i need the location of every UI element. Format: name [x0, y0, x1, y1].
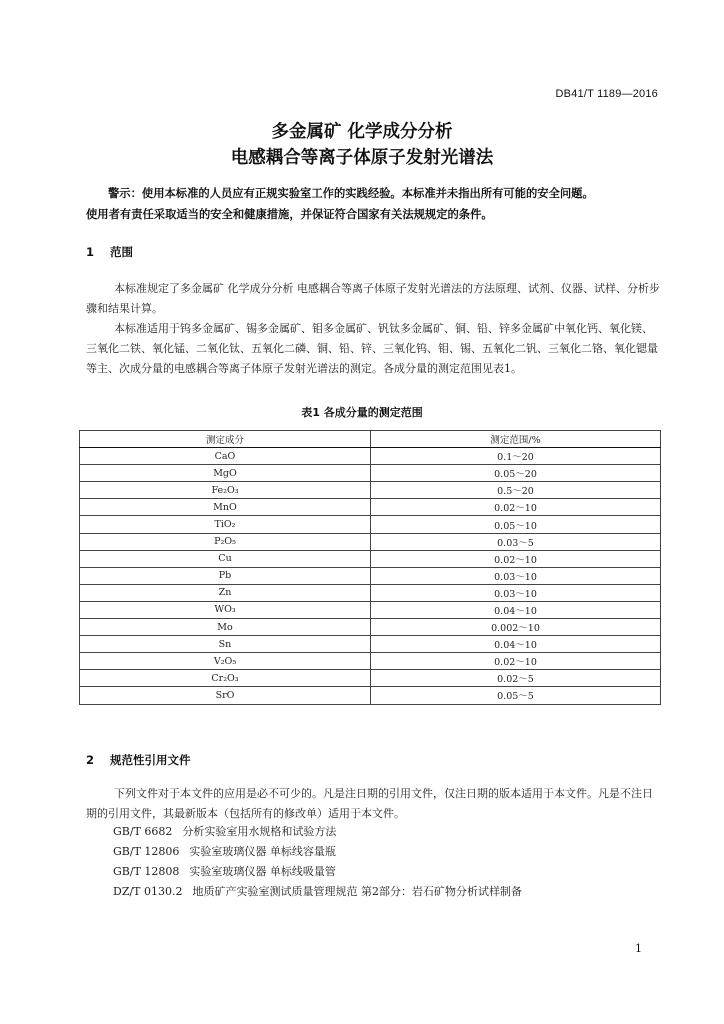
table-row	[80, 601, 661, 618]
reference-title: 实验室玻璃仪器 单标线容量瓶	[189, 845, 336, 858]
standard-code: DB41/T 1189—2016	[555, 88, 658, 100]
column-header-range: 测定范围/%	[371, 431, 661, 448]
component-cell: MnO	[80, 499, 371, 516]
normative-references-text: 下列文件对于本文件的应用是必不可少的。凡是注日期的引用文件，仅注日期的版本适用于本文件。凡是不注日期的引用文件，其最新版本（包括所有的修改单）适用于本文件。	[86, 787, 653, 820]
component-cell: Mo	[80, 619, 371, 636]
warning-line-2: 使用者有责任采取适当的安全和健康措施，并保证符合国家有关法规规定的条件。	[86, 208, 493, 221]
section-1-heading	[86, 244, 133, 260]
scope-text-2: 本标准适用于钨多金属矿、锡多金属矿、钼多金属矿、钒钛多金属矿、铜、铅、锌多金属矿中氧化钙、氧化镁、三氧化二铁、氧化锰、二氧化钛、五氧化二磷、铜、铅、锌、三氧化钨、钼、锡、五氧化二钒、三氧化二铬、氧化锶量等主、次成分量的电感耦合等离子体原子发射光谱法的测定。各成分量的测定范围见表1。	[86, 322, 658, 375]
reference-title: 实验室玻璃仪器 单标线吸量管	[189, 865, 336, 878]
table-row	[80, 465, 661, 482]
component-cell: Cu	[80, 550, 371, 567]
range-cell: 0.1～20	[371, 448, 661, 465]
range-cell: 0.02～10	[371, 550, 661, 567]
scope-paragraph-1	[86, 279, 660, 319]
table-row	[80, 636, 661, 653]
column-header-component: 测定成分	[80, 431, 371, 448]
reference-code: GB/T 12806	[113, 845, 180, 858]
range-cell: 0.03～5	[371, 533, 661, 550]
section-number: 2	[86, 753, 95, 767]
range-cell: 0.05～20	[371, 465, 661, 482]
reference-title: 分析实验室用水规格和试验方法	[182, 825, 337, 838]
range-cell: 0.03～10	[371, 567, 661, 584]
table-row	[80, 499, 661, 516]
table-row	[80, 670, 661, 687]
table-row	[80, 516, 661, 533]
warning-line-1: 警示：使用本标准的人员应有正规实验室工作的实践经验。本标准并未指出所有可能的安全问题。	[108, 187, 594, 200]
component-cell: Zn	[80, 584, 371, 601]
table-header-row	[80, 431, 661, 448]
section-number: 1	[86, 245, 95, 259]
range-cell: 0.5～20	[371, 482, 661, 499]
section-title: 规范性引用文件	[110, 753, 191, 767]
reference-code: GB/T 12808	[113, 865, 180, 878]
table-body	[80, 448, 661, 704]
measurement-range-table	[79, 430, 661, 705]
range-cell: 0.03～10	[371, 584, 661, 601]
table-row	[80, 482, 661, 499]
component-cell: Pb	[80, 567, 371, 584]
table-row	[80, 533, 661, 550]
normative-references-paragraph	[86, 784, 660, 824]
table-row	[80, 567, 661, 584]
safety-warning	[86, 183, 660, 225]
range-cell: 0.04～10	[371, 636, 661, 653]
table-row	[80, 550, 661, 567]
reference-item	[113, 822, 522, 842]
table-row	[80, 653, 661, 670]
range-cell: 0.04～10	[371, 601, 661, 618]
reference-item	[113, 862, 522, 882]
range-cell: 0.002～10	[371, 619, 661, 636]
page-number: 1	[635, 942, 642, 955]
range-cell: 0.05～5	[371, 687, 661, 704]
component-cell: V₂O₅	[80, 653, 371, 670]
component-cell: TiO₂	[80, 516, 371, 533]
table-row	[80, 619, 661, 636]
component-cell: Cr₂O₃	[80, 670, 371, 687]
component-cell: P₂O₅	[80, 533, 371, 550]
range-cell: 0.05～10	[371, 516, 661, 533]
component-cell: WO₃	[80, 601, 371, 618]
range-cell: 0.02～10	[371, 653, 661, 670]
reference-code: GB/T 6682	[113, 825, 173, 838]
table-row	[80, 448, 661, 465]
document-title-line-1: 多金属矿 化学成分分析	[271, 122, 453, 142]
component-cell: SrO	[80, 687, 371, 704]
component-cell: Sn	[80, 636, 371, 653]
component-cell: MgO	[80, 465, 371, 482]
table-caption: 表1 各成分量的测定范围	[301, 406, 423, 419]
reference-code: DZ/T 0130.2	[113, 885, 183, 898]
scope-text-1: 本标准规定了多金属矿 化学成分分析 电感耦合等离子体原子发射光谱法的方法原理、试剂、仪器、试样、分析步骤和结果计算。	[86, 282, 660, 315]
range-cell: 0.02～10	[371, 499, 661, 516]
section-title: 范围	[110, 245, 134, 259]
reference-title: 地质矿产实验室测试质量管理规范 第2部分：岩石矿物分析试样制备	[192, 885, 522, 898]
scope-paragraph-2	[86, 319, 660, 379]
component-cell: Fe₂O₃	[80, 482, 371, 499]
table-row	[80, 687, 661, 704]
range-cell: 0.02～5	[371, 670, 661, 687]
document-title-line-2: 电感耦合等离子体原子发射光谱法	[230, 148, 494, 168]
table-row	[80, 584, 661, 601]
reference-item	[113, 882, 522, 902]
reference-list	[113, 822, 522, 902]
component-cell: CaO	[80, 448, 371, 465]
section-2-heading	[86, 752, 191, 768]
reference-item	[113, 842, 522, 862]
